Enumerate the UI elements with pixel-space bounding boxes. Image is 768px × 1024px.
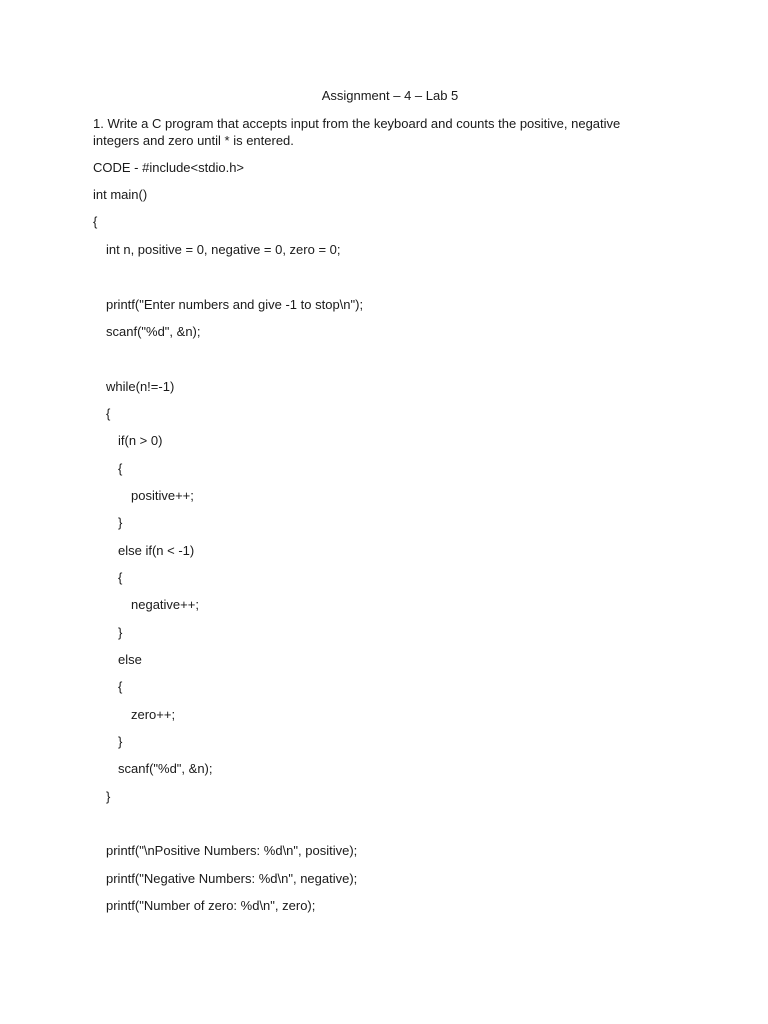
code-line: }	[106, 789, 111, 804]
code-line: printf("\nPositive Numbers: %d\n", positive);	[106, 843, 358, 858]
code-line: }	[118, 734, 123, 749]
code-line: {	[118, 679, 123, 694]
code-line: int main()	[93, 187, 148, 202]
code-line: }	[118, 625, 123, 640]
code-line: }	[118, 515, 123, 530]
code-line: {	[118, 570, 123, 585]
code-line: printf("Negative Numbers: %d\n", negative);	[106, 871, 358, 886]
code-line: {	[106, 406, 111, 421]
code-line: printf("Number of zero: %d\n", zero);	[106, 898, 316, 913]
code-line: int n, positive = 0, negative = 0, zero = 0;	[106, 242, 341, 257]
code-line: printf("Enter numbers and give -1 to stop\n");	[106, 297, 364, 312]
code-line: scanf("%d", &n);	[106, 324, 201, 339]
code-line: if(n > 0)	[118, 433, 163, 448]
document-title: Assignment – 4 – Lab 5	[321, 88, 459, 103]
code-line: negative++;	[131, 597, 199, 612]
code-line: {	[93, 214, 98, 229]
code-line: scanf("%d", &n);	[118, 761, 213, 776]
question-text: 1. Write a C program that accepts input from the keyboard and counts the positive, negative integers and zero until * is entered.	[93, 116, 621, 148]
code-line: else	[118, 652, 142, 667]
code-line: else if(n < -1)	[118, 543, 195, 558]
code-line: while(n!=-1)	[106, 379, 175, 394]
code-line: {	[118, 461, 123, 476]
code-line: zero++;	[131, 707, 176, 722]
code-line: CODE - #include<stdio.h>	[93, 160, 245, 175]
code-line: positive++;	[131, 488, 194, 503]
